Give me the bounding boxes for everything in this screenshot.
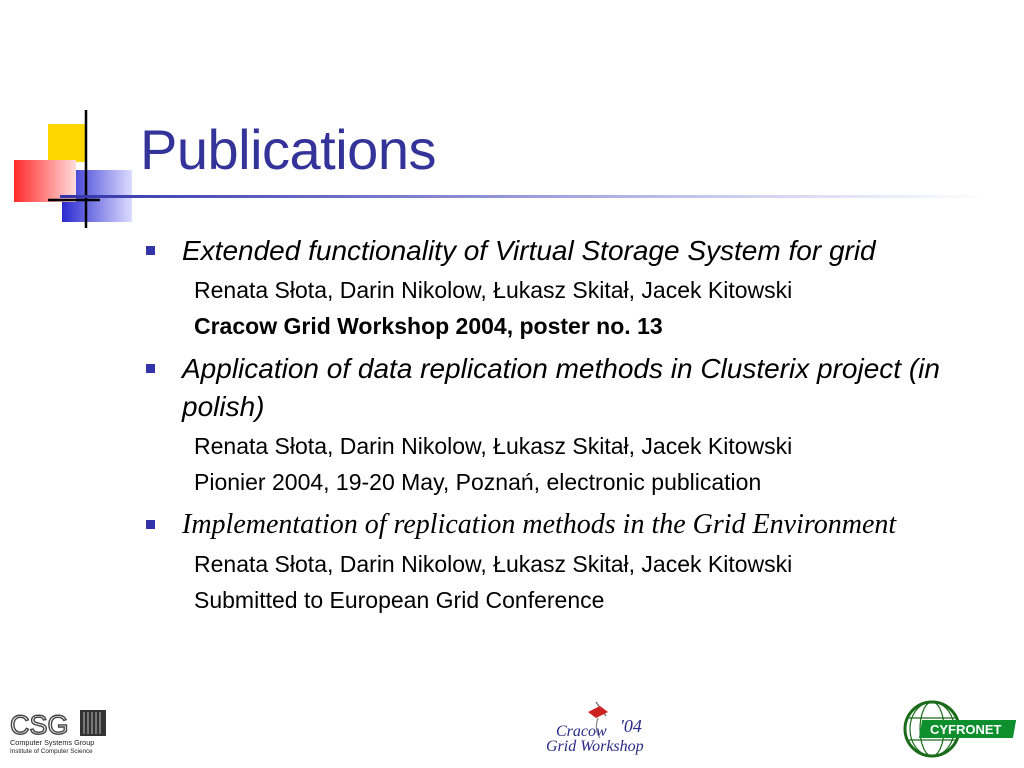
publication-list bbox=[140, 232, 980, 618]
bullet-icon bbox=[146, 246, 155, 255]
cyfronet-logo bbox=[902, 698, 1022, 760]
publication-venue: Submitted to European Grid Conference bbox=[194, 587, 605, 613]
publication-authors: Renata Słota, Darin Nikolow, Łukasz Skitał, Jacek Kitowski bbox=[194, 277, 793, 303]
cracow-grid-workshop-logo bbox=[540, 698, 660, 758]
page-title: Publications bbox=[140, 118, 436, 181]
list-item bbox=[140, 350, 980, 500]
title-decoration bbox=[0, 100, 140, 230]
bullet-icon bbox=[146, 364, 155, 373]
bullet-icon bbox=[146, 520, 155, 529]
svg-text:CSG: CSG bbox=[10, 710, 69, 740]
csg-logo bbox=[8, 706, 112, 756]
title-underline bbox=[60, 195, 990, 198]
publication-title: Extended functionality of Virtual Storage System for grid bbox=[182, 235, 876, 266]
publication-title: Application of data replication methods in Clusterix project (in polish) bbox=[182, 353, 940, 422]
svg-text:Institute of Computer Science: Institute of Computer Science bbox=[10, 748, 93, 755]
yellow-square bbox=[48, 124, 86, 162]
list-item bbox=[140, 506, 980, 618]
svg-text:'04: '04 bbox=[620, 716, 642, 736]
svg-text:Computer Systems Group: Computer Systems Group bbox=[10, 738, 95, 747]
svg-text:Cracow: Cracow bbox=[556, 723, 607, 740]
publication-venue: Pionier 2004, 19-20 May, Poznań, electronic publication bbox=[194, 469, 762, 495]
list-item bbox=[140, 232, 980, 344]
publication-authors: Renata Słota, Darin Nikolow, Łukasz Skitał, Jacek Kitowski bbox=[194, 551, 793, 577]
publication-authors: Renata Słota, Darin Nikolow, Łukasz Skitał, Jacek Kitowski bbox=[194, 433, 793, 459]
publication-venue: Cracow Grid Workshop 2004, poster no. 13 bbox=[194, 313, 663, 339]
svg-text:Grid Workshop: Grid Workshop bbox=[546, 738, 644, 755]
svg-text:CYFRONET: CYFRONET bbox=[930, 722, 1002, 737]
publication-title: Implementation of replication methods in the Grid Environment bbox=[182, 509, 897, 540]
